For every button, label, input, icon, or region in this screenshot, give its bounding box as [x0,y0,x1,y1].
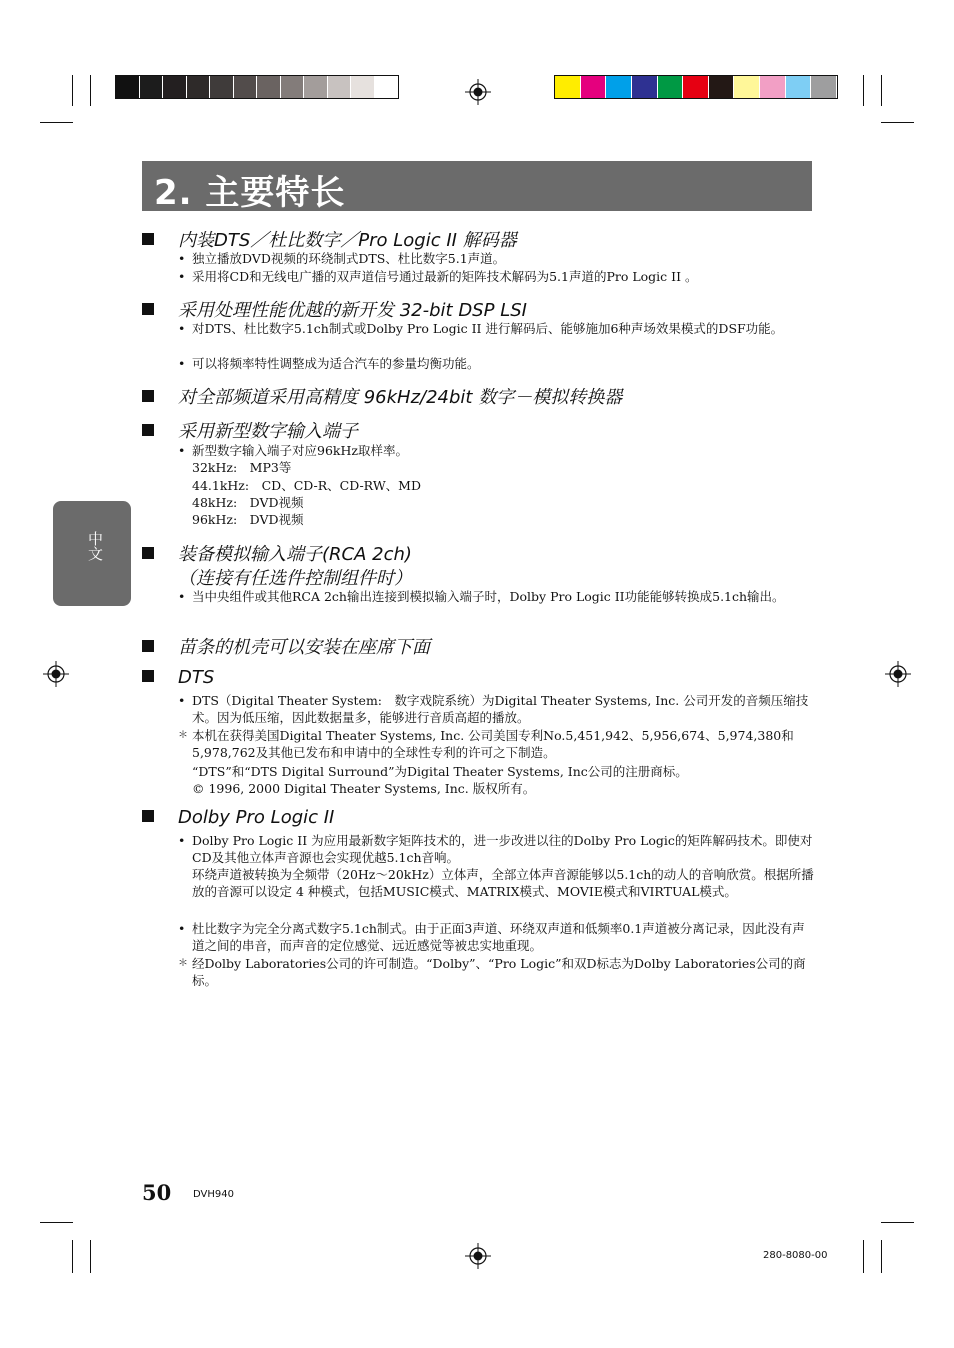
registration-mark-icon [885,661,911,687]
section-heading: 采用新型数字输入端子 [142,417,358,443]
crop-mark [881,1240,882,1273]
square-bullet-icon [142,233,154,245]
color-swatch [632,76,657,98]
crop-mark [881,122,914,123]
crop-mark [90,75,91,106]
color-bar [554,75,838,99]
document-code: 280-8080-00 [763,1250,828,1261]
color-swatch [760,76,785,98]
color-swatch [116,76,139,98]
language-tab [53,501,131,606]
section-subheading: （连接有任选件控制组件时） [178,568,412,589]
trademark-line: “DTS”和“DTS Digital Surround”为Digital Theater Systems, Inc公司的注册商标。 [192,764,688,779]
square-bullet-icon [142,303,154,315]
color-swatch [140,76,163,98]
list-item: • 可以将频率特性调整成为适合汽车的参量均衡功能。 [178,356,480,371]
page-title-bar [142,161,812,211]
section-heading: 苗条的机壳可以安装在座席下面 [142,633,430,659]
list-item: • 采用将CD和无线电广播的双声道信号通过最新的矩阵技术解码为5.1声道的Pro Logic II 。 [178,269,698,284]
color-swatch [304,76,327,98]
section-heading: 装备模拟输入端子(RCA 2ch) [142,540,412,566]
list-item: • 杜比数字为完全分离式数字5.1ch制式。由于正面3声道、环绕双声道和低频率0.1声道被分离记录，因此没有声道之间的串音，而声音的定位感觉、远近感觉等被忠实地重现。 [178,921,805,953]
color-swatch [281,76,304,98]
language-tab-label: 中文 [86,531,104,561]
section-heading: 对全部频道采用高精度 96kHz/24bit 数字－模拟转换器 [142,383,622,409]
list-item: ＊ 本机在获得美国Digital Theater Systems, Inc. 公司美国专利No.5,451,942、5,956,674、5,974,380和5,978,762及其他已发布和申请中的全球性专利的许可之下制造。 [178,728,794,760]
color-swatch [786,76,811,98]
color-swatch [328,76,351,98]
color-swatch [234,76,257,98]
crop-mark [881,75,882,106]
square-bullet-icon [142,670,154,682]
crop-mark [40,1222,73,1223]
color-swatch [351,76,374,98]
list-item: • Dolby Pro Logic II 为应用最新数字矩阵技术的，进一步改进以往的Dolby Pro Logic的矩阵解码技术。即使对CD及其他立体声音源也会实现优越5.1ch音响。 [178,833,813,865]
copyright-line: © 1996, 2000 Digital Theater Systems, Inc. 版权所有。 [192,781,536,796]
registration-mark-icon [465,1243,491,1269]
list-item: • 新型数字输入端子对应96kHz取样率。 [178,443,408,458]
square-bullet-icon [142,390,154,402]
crop-mark [40,122,73,123]
list-item: ＊ 经Dolby Laboratories公司的许可制造。“Dolby”、“Pro Logic”和双D标志为Dolby Laboratories公司的商标。 [178,956,806,988]
list-item: • 独立播放DVD视频的环绕制式DTS、杜比数字5.1声道。 [178,251,506,266]
color-swatch [257,76,280,98]
color-swatch [210,76,233,98]
grayscale-bar [115,75,399,99]
color-swatch [375,76,398,98]
spec-line: 48kHz: DVD视频 [192,495,304,510]
color-swatch [555,76,580,98]
color-swatch [683,76,708,98]
square-bullet-icon [142,640,154,652]
page-number: 50 [142,1180,172,1205]
section-heading: DTS [142,667,214,688]
square-bullet-icon [142,424,154,436]
color-swatch [658,76,683,98]
crop-mark [863,1240,864,1273]
crop-mark [881,1222,914,1223]
registration-mark-icon [43,661,69,687]
color-swatch [606,76,631,98]
list-item: • DTS（Digital Theater System: 数字戏院系统）为Digital Theater Systems, Inc. 公司开发的音频压缩技术。因为低压缩，因此数据量多，能够进行音质高超的播放。 [178,693,809,725]
crop-mark [72,75,73,106]
registration-mark-icon [465,79,491,105]
spec-line: 44.1kHz: CD、CD-R、CD-RW、MD [192,478,421,493]
spec-line: 32kHz: MP3等 [192,460,292,475]
section-heading: 内装DTS／杜比数字／Pro Logic II 解码器 [142,226,517,252]
color-swatch [163,76,186,98]
square-bullet-icon [142,810,154,822]
crop-mark [90,1240,91,1273]
crop-mark [863,75,864,106]
spec-line: 96kHz: DVD视频 [192,512,304,527]
color-swatch [581,76,606,98]
color-swatch [811,76,836,98]
crop-mark [72,1240,73,1273]
section-heading: Dolby Pro Logic II [142,807,334,828]
color-swatch [709,76,734,98]
list-item: 环绕声道被转换为全频带（20Hz～20kHz）立体声，全部立体声音源能够以5.1ch的动人的音响欣赏。根据所播放的音源可以设定 4 种模式，包括MUSIC模式、MATRIX模式、MOVIE模式和VIRTUAL模式。 [192,867,814,899]
page-title: 2. 主要特长 [154,173,346,213]
list-item: • 对DTS、杜比数字5.1ch制式或Dolby Pro Logic II 进行解码后、能够施加6种声场效果模式的DSF功能。 [178,321,784,336]
square-bullet-icon [142,547,154,559]
model-number: DVH940 [193,1189,234,1200]
color-swatch [187,76,210,98]
section-heading: 采用处理性能优越的新开发 32-bit DSP LSI [142,296,527,322]
color-swatch [734,76,759,98]
list-item: • 当中央组件或其他RCA 2ch输出连接到模拟输入端子时，Dolby Pro Logic II功能能够转换成5.1ch输出。 [178,589,785,604]
